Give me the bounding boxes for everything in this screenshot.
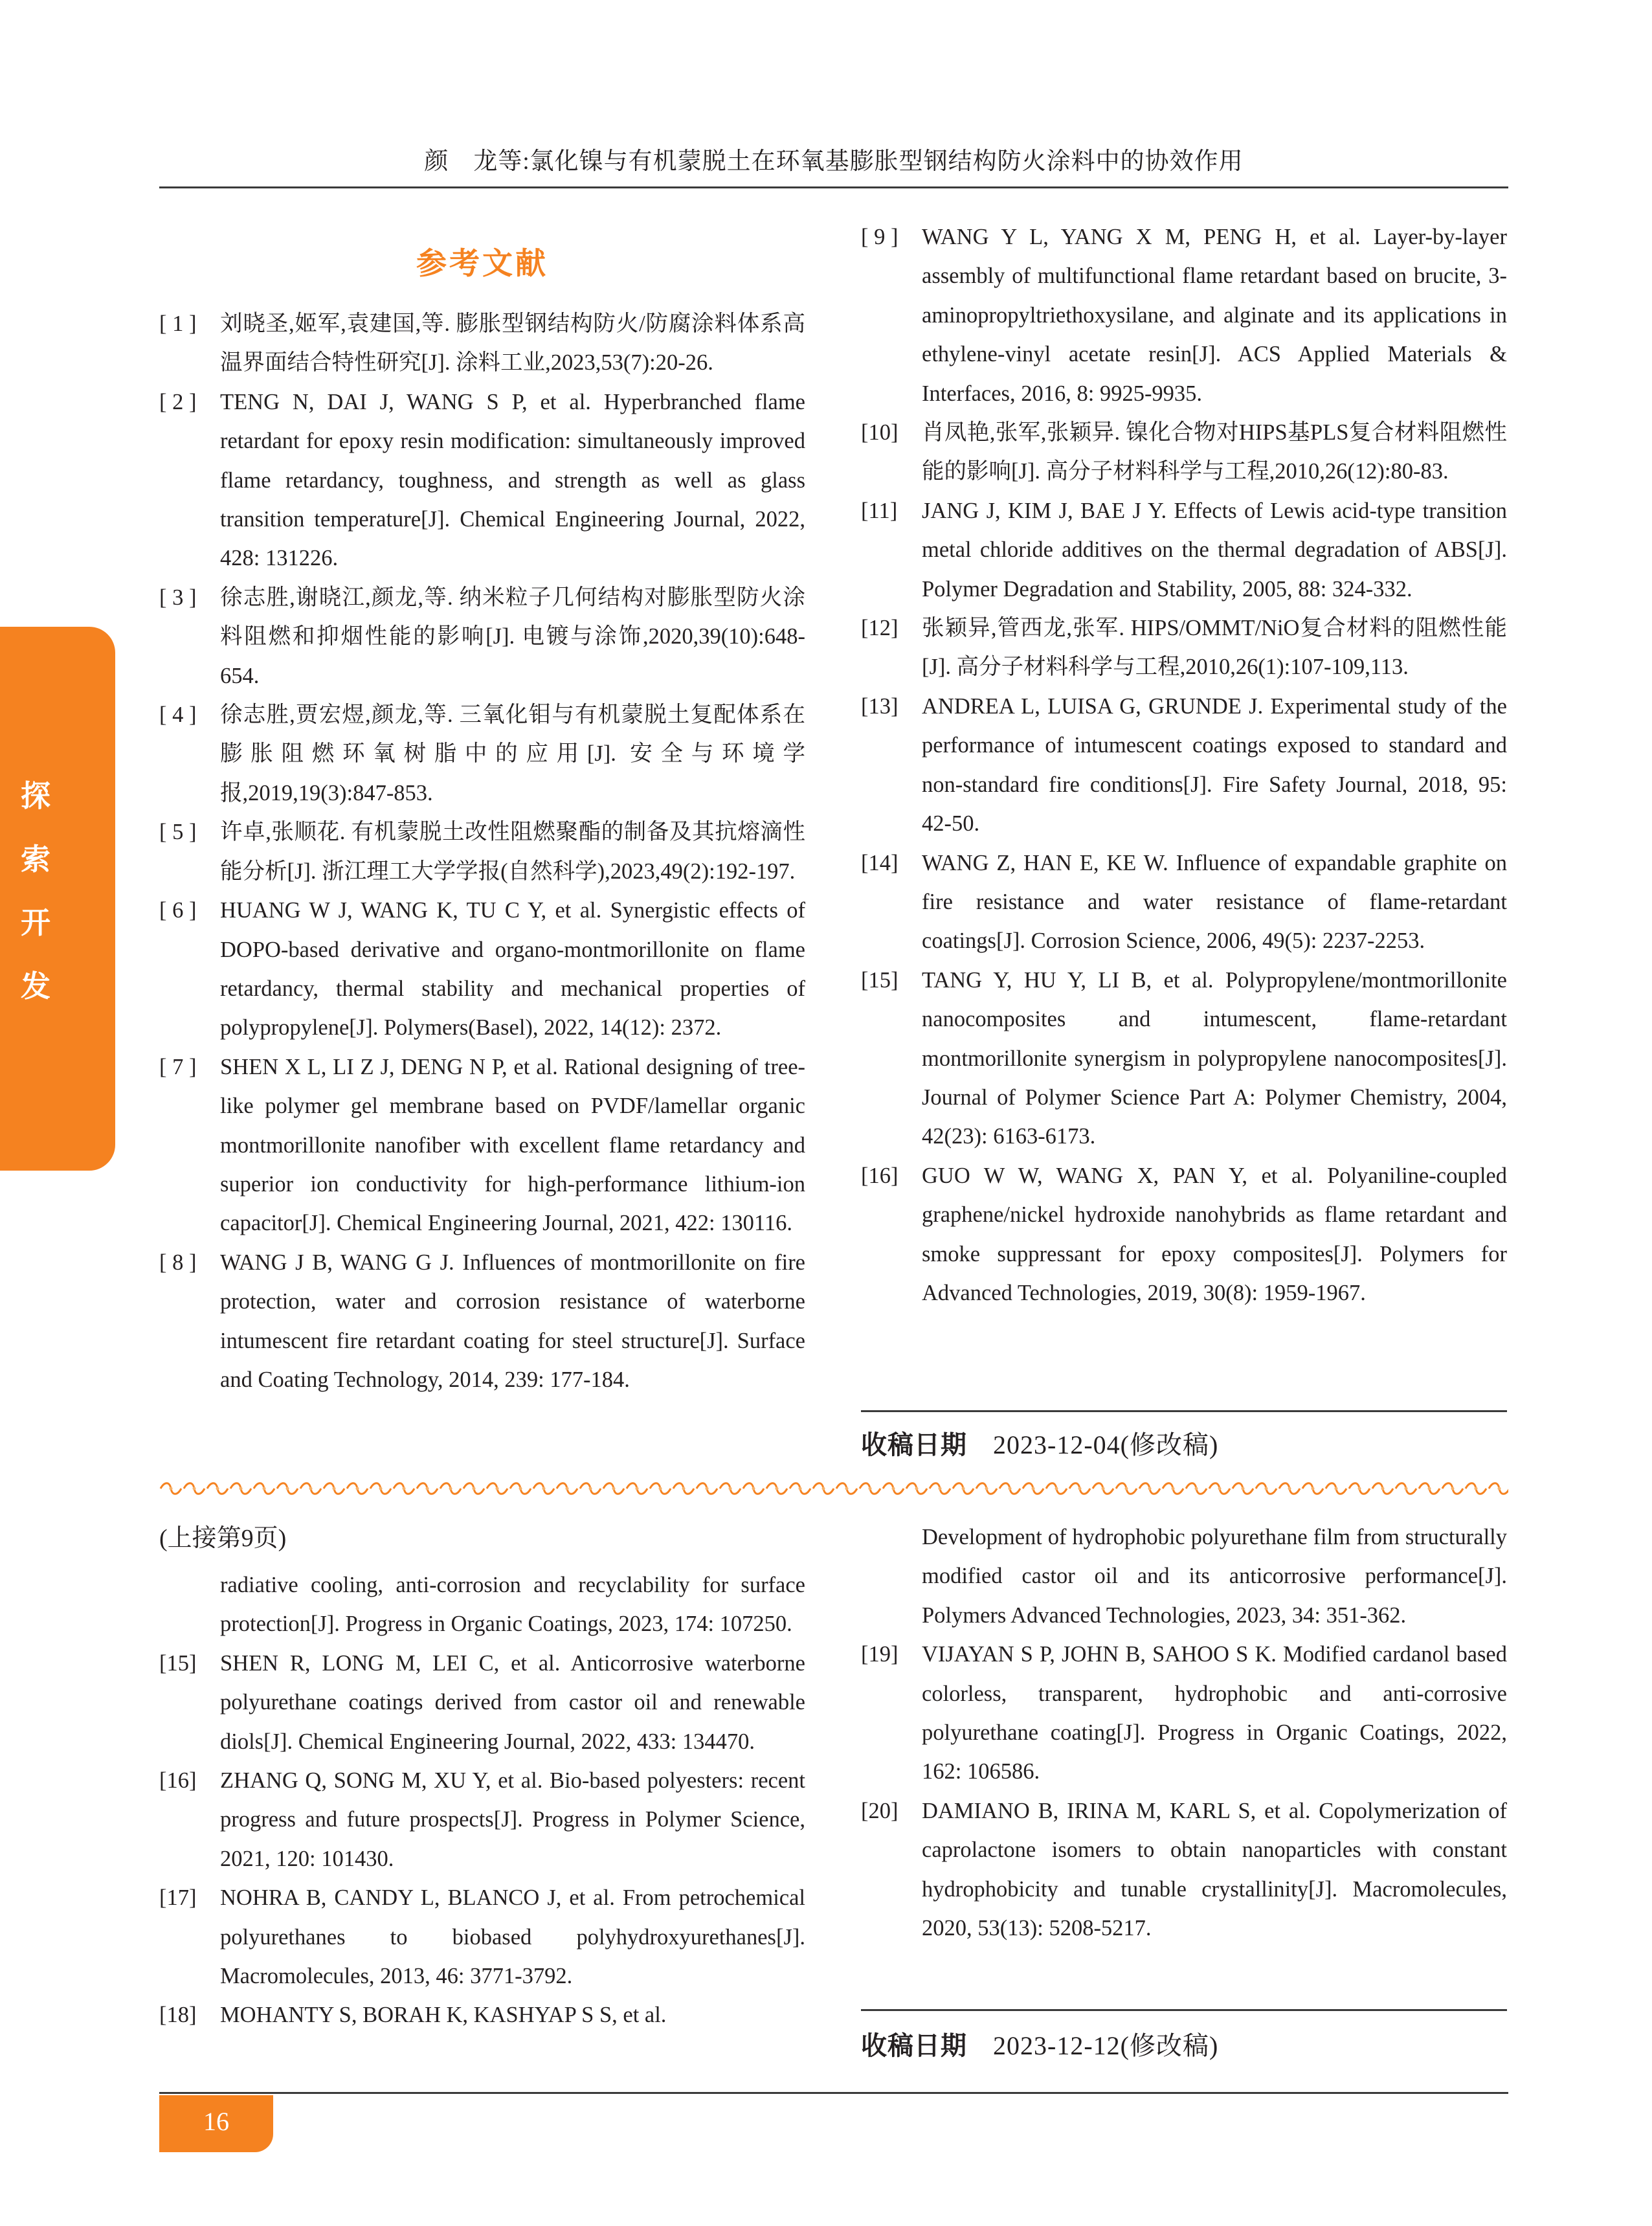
reference-number: [15] [159,1650,197,1676]
reference-text: TANG Y, HU Y, LI B, et al. Polypropylene/montmorillonite nanocomposites and intumescent, flame-retardant montmorillonite synergism in polypropylene nanocomposites[J]. Journal of Polymer Science Part A: Polymer Chemistry, 2004, 42(23): 6163-6173. [922,967,1507,1149]
reference-number: [16] [159,1768,197,1793]
reference-number: [ 4 ] [159,703,197,728]
reference-number: [ 7 ] [159,1054,197,1079]
received-date-rule [861,1410,1507,1412]
decorative-separator [159,1480,1508,1497]
continuation-right-column [861,1518,1507,1948]
continuation-left-column [159,1566,805,2035]
reference-text: SHEN X L, LI Z J, DENG N P, et al. Rational designing of tree-like polymer gel membrane based on PVDF/lamellar organic montmorillonite nanofiber with excellent flame retardancy and superior ion conductivity for high-performance lithium-ion capacitor[J]. Chemical Engineering Journal, 2021, 422: 130116. [220,1054,805,1236]
reference-item [159,695,805,813]
reference-number: [16] [861,1163,899,1188]
side-tab-character: 索 [21,842,50,877]
reference-item [861,687,1507,844]
reference-number: [ 9 ] [861,225,899,249]
reference-text: WANG J B, WANG G J. Influences of montmorillonite on fire protection, water and corrosion resistance of waterborne intumescent fire retardant coating for steel structure[J]. Surface and Coating Technology, 2014, 239: 177-184. [220,1250,805,1392]
reference-text: WANG Y L, YANG X M, PENG H, et al. Layer-by-layer assembly of multifunctional flame retardant based on brucite, 3-aminopropyltriethoxysilane, and alginate and its applications in ethylene-vinyl acetate resin[J]. ACS Applied Materials & Interfaces, 2016, 8: 9925-9935. [922,225,1507,406]
reference-item [159,1644,805,1761]
reference-number: [12] [861,616,899,641]
reference-text: ANDREA L, LUISA G, GRUNDE J. Experimental study of the performance of intumescent coatings exposed to standard and non-standard fire conditions[J]. Fire Safety Journal, 2018, 95: 42-50. [922,693,1507,837]
reference-text: 徐志胜,贾宏煜,颜龙,等. 三氧化钼与有机蒙脱土复配体系在膨胀阻燃环氧树脂中的应用[J]. 安全与环境学报,2019,19(3):847-853. [220,703,805,805]
reference-number: [ 8 ] [159,1250,197,1275]
reference-text: 肖凤艳,张军,张颖异. 镍化合物对HIPS基PLS复合材料阻燃性能的影响[J]. 高分子材料科学与工程,2010,26(12):80-83. [922,420,1507,484]
received-date-value: 2023-12-04(修改稿) [993,1430,1219,1459]
continued-reference-text: Development of hydrophobic polyurethane film from structurally modified castor oil and its anticorrosive performance[J]. Polymers Advanced Technologies, 2023, 34: 351-362. [922,1525,1507,1628]
reference-number: [10] [861,420,899,445]
received-date-label: 收稿日期 [861,2031,967,2061]
reference-text: HUANG W J, WANG K, TU C Y, et al. Synergistic effects of DOPO-based derivative and organo-montmorillonite on flame retardancy, thermal stability and mechanical properties of polypropylene[J]. Polymers(Basel), 2022, 14(12): 2372. [220,898,805,1040]
reference-number: [19] [861,1642,899,1667]
reference-item [159,1243,805,1400]
reference-item [861,1635,1507,1792]
reference-item [159,1048,805,1243]
reference-text: TENG N, DAI J, WANG S P, et al. Hyperbranched flame retardant for epoxy resin modification: simultaneously improved flame retardancy, toughness, and strength as well as glass transition temperature[J]. Chemical Engineering Journal, 2022, 428: 131226. [220,389,805,571]
received-date-value: 2023-12-12(修改稿) [993,2031,1219,2060]
received-date-label: 收稿日期 [861,1430,967,1460]
reference-text: SHEN R, LONG M, LEI C, et al. Anticorrosive waterborne polyurethane coatings derived from castor oil and renewable diols[J]. Chemical Engineering Journal, 2022, 433: 134470. [220,1650,805,1754]
reference-text: ZHANG Q, SONG M, XU Y, et al. Bio-based polyesters: recent progress and future prospects[J]. Progress in Polymer Science, 2021, 120: 101430. [220,1768,805,1871]
reference-number: [ 6 ] [159,898,197,923]
continued-reference-text: radiative cooling, anti-corrosion and recyclability for surface protection[J]. Progress in Organic Coatings, 2023, 174: 107250. [220,1573,805,1637]
reference-item [861,844,1507,961]
reference-number: [ 2 ] [159,389,197,414]
reference-item [159,1878,805,1996]
reference-item [159,1996,805,2034]
header-rule [159,186,1508,188]
reference-text: DAMIANO B, IRINA M, KARL S, et al. Copolymerization of caprolactone isomers to obtain nanoparticles with constant hydrophobicity and tunable crystallinity[J]. Macromolecules, 2020, 53(13): 5208-5217. [922,1798,1507,1941]
received-date [861,1424,1218,1461]
reference-number: [20] [861,1798,899,1823]
reference-number: [17] [159,1885,197,1911]
reference-item [159,383,805,578]
reference-text: JANG J, KIM J, BAE J Y. Effects of Lewis acid-type transition metal chloride additives on the thermal degradation of ABS[J]. Polymer Degradation and Stability, 2005, 88: 324-332. [922,498,1507,601]
reference-item [861,491,1507,609]
continuation-label: (上接第9页) [159,1525,287,1552]
references-right-column [861,218,1507,1312]
reference-number: [ 1 ] [159,311,197,336]
reference-text: NOHRA B, CANDY L, BLANCO J, et al. From petrochemical polyurethanes to biobased polyhydroxyurethanes[J]. Macromolecules, 2013, 46: 3771-3792. [220,1885,805,1989]
reference-text: 刘晓圣,姬军,袁建国,等. 膨胀型钢结构防火/防腐涂料体系高温界面结合特性研究[J]. 涂料工业,2023,53(7):20-26. [220,311,805,376]
reference-number: [ 3 ] [159,585,197,610]
reference-text: 徐志胜,谢晓江,颜龙,等. 纳米粒子几何结构对膨胀型防火涂料阻燃和抑烟性能的影响[J]. 电镀与涂饰,2020,39(10):648-654. [220,585,805,688]
reference-item [159,813,805,891]
reference-item [861,961,1507,1156]
references-left-column [159,304,805,1399]
reference-text: WANG Z, HAN E, KE W. Influence of expandable graphite on fire resistance and water resistance of flame-retardant coatings[J]. Corrosion Science, 2006, 49(5): 2237-2253. [922,850,1507,954]
page-number: 16 [159,2095,273,2152]
reference-text: 许卓,张顺花. 有机蒙脱土改性阻燃聚酯的制备及其抗熔滴性能分析[J]. 浙江理工大学学报(自然科学),2023,49(2):192-197. [220,820,805,884]
side-tab-character: 发 [21,969,50,1004]
reference-item [861,218,1507,413]
reference-text: 张颖异,管西龙,张军. HIPS/OMMT/NiO复合材料的阻燃性能[J]. 高分子材料科学与工程,2010,26(1):107-109,113. [922,616,1507,680]
reference-item [861,413,1507,491]
reference-text: MOHANTY S, BORAH K, KASHYAP S S, et al. [220,2003,667,2028]
footer-rule [159,2092,1508,2094]
reference-number: [15] [861,967,899,993]
reference-text: VIJAYAN S P, JOHN B, SAHOO S K. Modified cardanol based colorless, transparent, hydrophobic and anti-corrosive polyurethane coating[J]. Progress in Organic Coatings, 2022, 162: 106586. [922,1642,1507,1784]
side-tab-character: 探 [21,778,50,813]
reference-item [861,1156,1507,1313]
side-tab-character: 开 [21,905,50,940]
received-date-rule [861,2009,1507,2011]
reference-number: [11] [861,498,898,523]
received-date [861,2025,1218,2062]
reference-item [861,609,1507,687]
reference-item [159,1761,805,1878]
reference-item [159,578,805,695]
reference-item [159,304,805,383]
reference-number: [ 5 ] [159,820,197,845]
reference-number: [18] [159,2003,197,2028]
reference-item [159,891,805,1048]
running-header: 颜 龙等:氯化镍与有机蒙脱土在环氧基膨胀型钢结构防火涂料中的协效作用 [424,148,1244,175]
reference-item [861,1792,1507,1948]
reference-number: [13] [861,693,899,719]
reference-text: GUO W W, WANG X, PAN Y, et al. Polyaniline-coupled graphene/nickel hydroxide nanohybrids as flame retardant and smoke suppressant for epoxy composites[J]. Polymers for Advanced Technologies, 2019, 30(8): 1959-1967. [922,1163,1507,1305]
reference-number: [14] [861,850,899,875]
references-title: 参考文献 [416,246,548,282]
section-side-tab-label [0,764,71,1018]
